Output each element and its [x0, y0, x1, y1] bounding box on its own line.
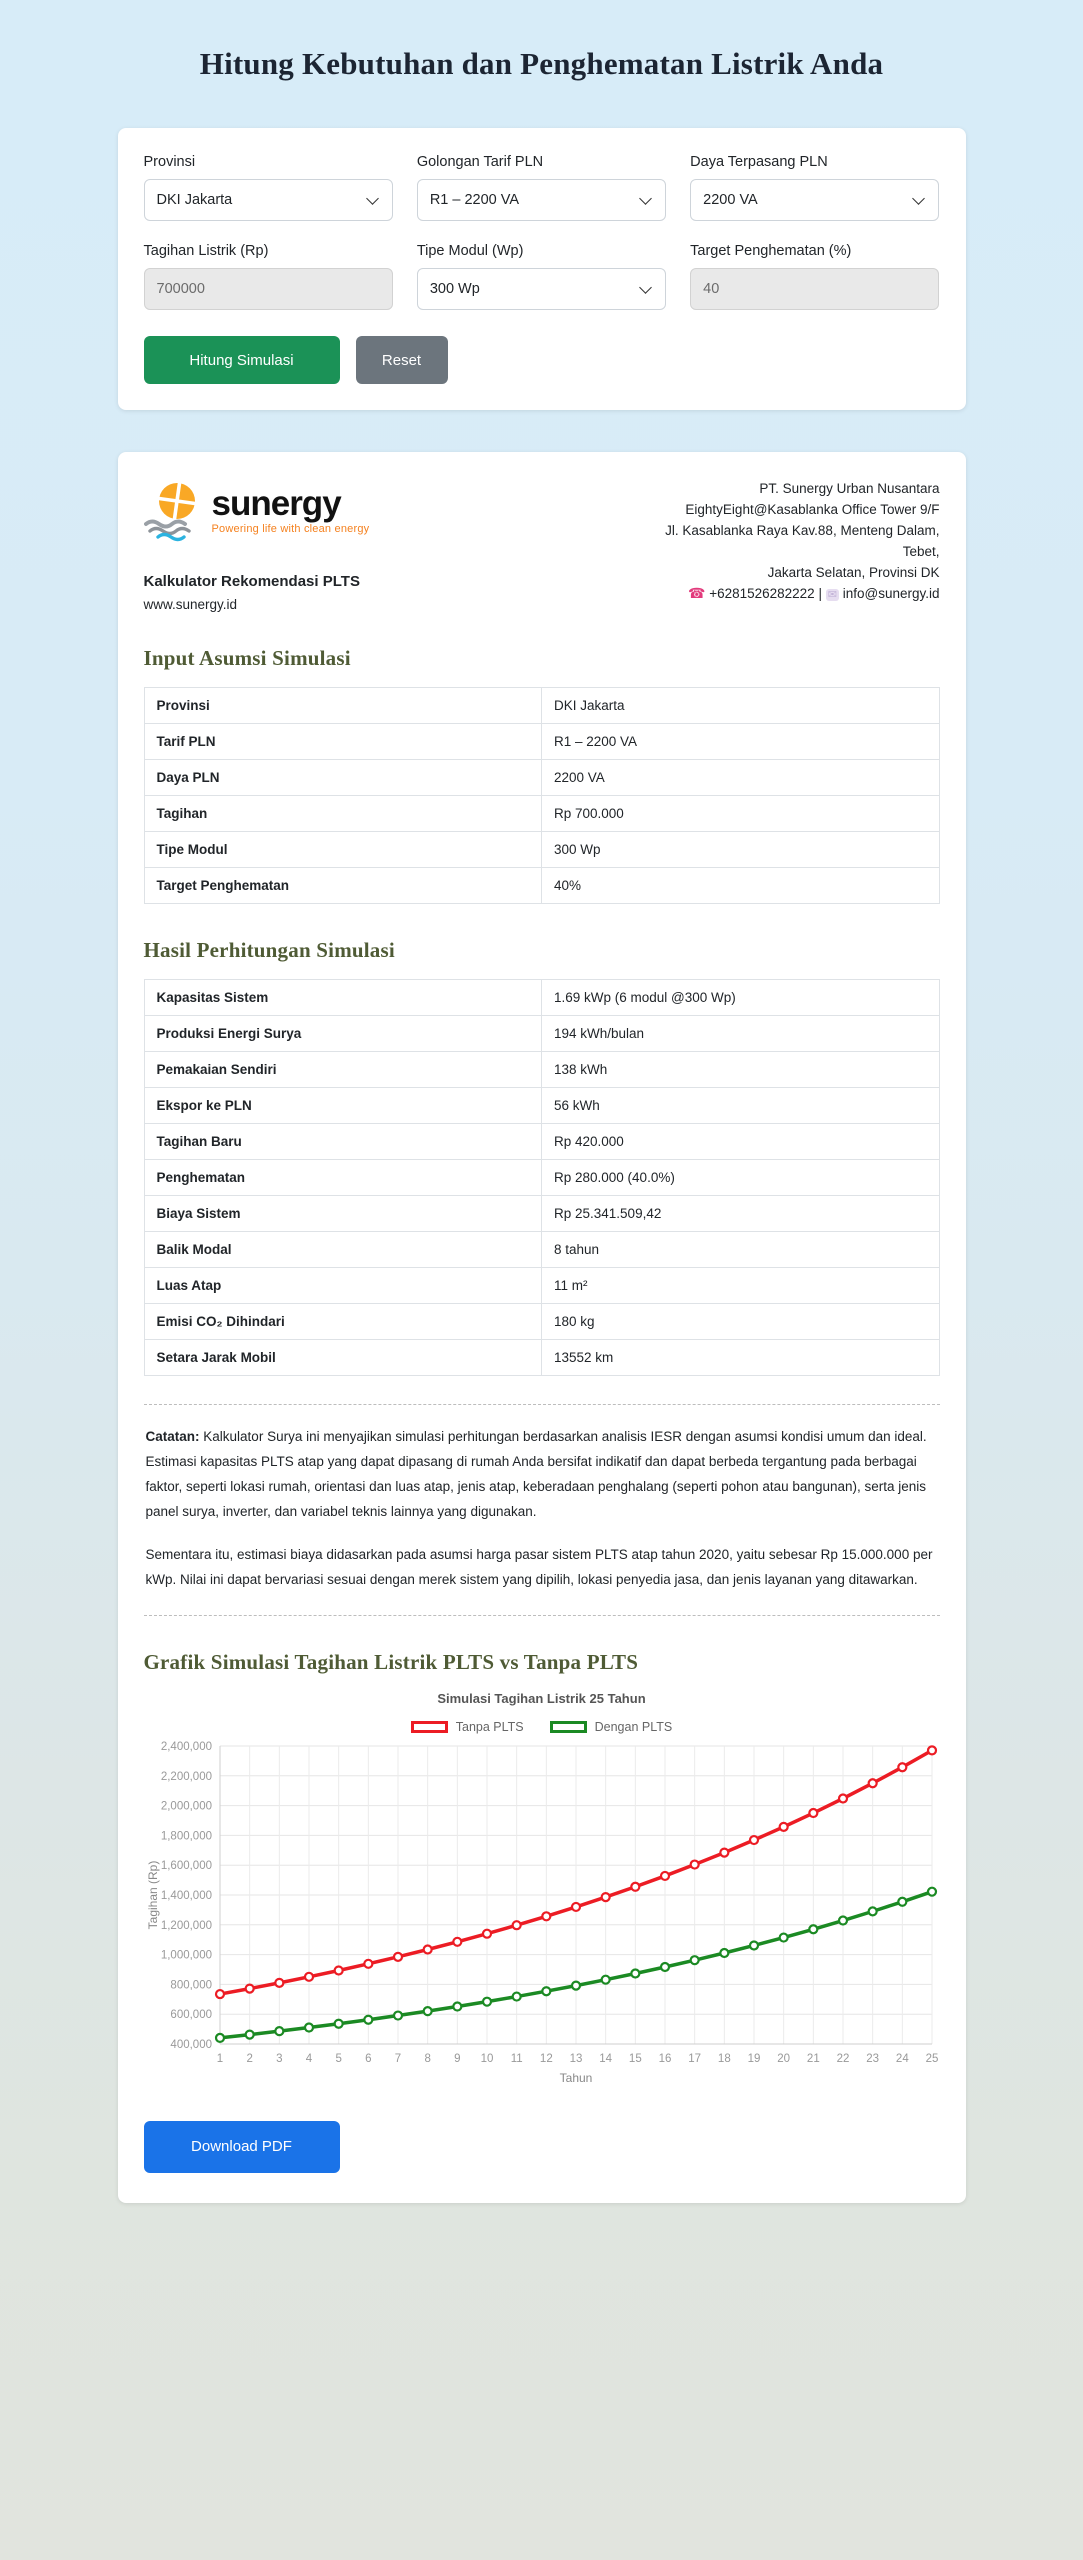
svg-text:5: 5: [334, 2052, 342, 2065]
svg-text:2,400,000: 2,400,000: [160, 1740, 212, 1753]
table-row: [144, 1052, 939, 1088]
svg-text:1,600,000: 1,600,000: [160, 1860, 212, 1873]
table-row: [144, 1016, 939, 1052]
table-row: [144, 1124, 939, 1160]
svg-text:1,200,000: 1,200,000: [160, 1919, 212, 1932]
row-value: R1 – 2200 VA: [542, 724, 940, 760]
simulation-form-card: [118, 128, 966, 410]
company-contact-line: [635, 583, 940, 606]
notes-paragraph-1: Kalkulator Surya ini menyajikan simulasi perhitungan berdasarkan analisis IESR dengan asumsi kondisi umum dan ideal. Estimasi kapasitas PLTS atap yang dapat dipasang di rumah Anda bersifat indikatif dan dapat berbeda tergantung pada berbagai faktor, seperti lokasi rumah, orientasi dan luas atap, jenis atap, keberadaan penghalang (seperti pohon atau bangunan), serta jenis panel surya, inverter, dan variabel teknis lainnya yang digunakan.: [145, 1429, 927, 1519]
tipe-modul-label: Tipe Modul (Wp): [416, 243, 524, 259]
legend-item[interactable]: [550, 1720, 673, 1734]
report-subtitle: Kalkulator Rekomendasi PLTS: [143, 573, 360, 590]
svg-text:14: 14: [598, 2052, 612, 2065]
row-value: 40%: [542, 868, 940, 904]
svg-text:22: 22: [836, 2052, 849, 2065]
sunergy-logo-icon: [144, 478, 206, 547]
svg-text:10: 10: [480, 2052, 493, 2065]
legend-swatch-icon: [411, 1721, 448, 1733]
svg-text:8: 8: [423, 2052, 431, 2065]
brand-block: [144, 478, 424, 612]
notes-block: [144, 1404, 940, 1616]
svg-text:400,000: 400,000: [169, 2038, 212, 2051]
hitung-simulasi-button[interactable]: Hitung Simulasi: [144, 336, 340, 384]
svg-text:Tagihan (Rp): Tagihan (Rp): [145, 1860, 160, 1930]
legend-item[interactable]: [411, 1720, 524, 1734]
svg-text:1,000,000: 1,000,000: [160, 1949, 212, 1962]
row-value: Rp 280.000 (40.0%): [542, 1160, 940, 1196]
table-row: [144, 796, 939, 832]
row-label: Balik Modal: [144, 1232, 542, 1268]
svg-text:Tahun: Tahun: [559, 2070, 592, 2085]
svg-text:3: 3: [275, 2052, 283, 2065]
svg-text:16: 16: [658, 2052, 671, 2065]
target-penghematan-input[interactable]: [690, 268, 939, 310]
row-value: DKI Jakarta: [542, 688, 940, 724]
chart-section-heading: Grafik Simulasi Tagihan Listrik PLTS vs Tanpa PLTS: [143, 1649, 639, 1674]
legend-label: Dengan PLTS: [594, 1719, 673, 1734]
table-row: [144, 1340, 939, 1376]
svg-text:17: 17: [687, 2052, 701, 2065]
input-assumptions-table: [144, 687, 940, 904]
field-target-penghematan: [690, 243, 939, 310]
input-section-heading: Input Asumsi Simulasi: [143, 646, 351, 670]
contact-separator: |: [818, 586, 822, 601]
table-row: [144, 1160, 939, 1196]
svg-text:23: 23: [865, 2052, 879, 2065]
row-value: 11 m²: [542, 1268, 940, 1304]
row-label: Setara Jarak Mobil: [144, 1340, 542, 1376]
field-tipe-modul: [417, 243, 666, 310]
svg-text:1,800,000: 1,800,000: [160, 1830, 212, 1843]
brand-tagline: Powering life with clean energy: [211, 523, 370, 535]
chart-canvas: [144, 1738, 940, 2090]
reset-button[interactable]: Reset: [356, 336, 448, 384]
calculation-results-table: [144, 979, 940, 1376]
row-label: Daya PLN: [144, 760, 542, 796]
row-value: 194 kWh/bulan: [542, 1016, 940, 1052]
target-penghematan-label: Target Penghematan (%): [690, 243, 852, 259]
chart-title: Simulasi Tagihan Listrik 25 Tahun: [437, 1690, 646, 1706]
table-row: [144, 980, 939, 1016]
legend-swatch-icon: [550, 1721, 587, 1733]
svg-text:11: 11: [510, 2052, 523, 2065]
field-daya-terpasang: [690, 154, 939, 221]
svg-text:6: 6: [364, 2052, 372, 2065]
row-label: Produksi Energi Surya: [144, 1016, 542, 1052]
row-value: 180 kg: [542, 1304, 940, 1340]
row-label: Provinsi: [144, 688, 542, 724]
company-email: info@sunergy.id: [842, 586, 940, 601]
company-phone: +6281526282222: [709, 586, 815, 601]
row-value: 300 Wp: [542, 832, 940, 868]
row-label: Kapasitas Sistem: [144, 980, 542, 1016]
row-label: Luas Atap: [144, 1268, 542, 1304]
golongan-tarif-select[interactable]: [417, 179, 666, 221]
svg-text:19: 19: [747, 2052, 760, 2065]
row-label: Emisi CO₂ Dihindari: [144, 1304, 542, 1340]
table-row: [144, 868, 939, 904]
row-label: Target Penghematan: [144, 868, 542, 904]
bill-simulation-chart: [144, 1691, 940, 2095]
row-value: 2200 VA: [542, 760, 940, 796]
table-row: [144, 724, 939, 760]
field-golongan-tarif: [417, 154, 666, 221]
row-label: Ekspor ke PLN: [144, 1088, 542, 1124]
svg-text:12: 12: [539, 2052, 553, 2065]
svg-text:2,000,000: 2,000,000: [160, 1800, 212, 1813]
tagihan-listrik-input[interactable]: [144, 268, 393, 310]
notes-paragraph-2: Sementara itu, estimasi biaya didasarkan pada asumsi harga pasar sistem PLTS atap tahun 2020, yaitu sebesar Rp 15.000.000 per kWp. Nilai ini dapat bervariasi sesuai dengan merek sistem yang dipilih, lokasi penyedia jasa, dan jenis layanan yang ditawarkan.: [145, 1546, 933, 1587]
phone-icon: ☎: [687, 585, 706, 601]
notes-label: Catatan:: [145, 1429, 200, 1444]
svg-text:20: 20: [776, 2052, 790, 2065]
row-value: Rp 420.000: [542, 1124, 940, 1160]
row-value: 56 kWh: [542, 1088, 940, 1124]
row-label: Biaya Sistem: [144, 1196, 542, 1232]
field-tagihan-listrik: [144, 243, 393, 310]
svg-text:4: 4: [305, 2052, 312, 2065]
row-value: 1.69 kWp (6 modul @300 Wp): [542, 980, 940, 1016]
simulation-report-card: [118, 452, 966, 2203]
page-container: [118, 0, 966, 2203]
svg-text:2,200,000: 2,200,000: [160, 1770, 212, 1783]
download-pdf-button[interactable]: Download PDF: [144, 2121, 340, 2173]
svg-text:7: 7: [394, 2052, 401, 2065]
mail-icon: ✉: [827, 589, 837, 601]
row-label: Tagihan: [144, 796, 542, 832]
table-row: [144, 1304, 939, 1340]
chart-legend: [144, 1720, 940, 1734]
row-value: 8 tahun: [542, 1232, 940, 1268]
result-section-heading: Hasil Perhitungan Simulasi: [143, 938, 395, 962]
svg-text:1,400,000: 1,400,000: [160, 1889, 212, 1902]
table-row: [144, 1088, 939, 1124]
svg-text:800,000: 800,000: [169, 1979, 212, 1992]
page-title: Hitung Kebutuhan dan Penghematan Listrik Anda: [199, 46, 884, 81]
row-value: Rp 700.000: [542, 796, 940, 832]
row-label: Penghematan: [144, 1160, 542, 1196]
row-value: 13552 km: [542, 1340, 940, 1376]
tagihan-listrik-label: Tagihan Listrik (Rp): [143, 243, 269, 259]
svg-text:9: 9: [453, 2052, 461, 2065]
company-address-line: Jl. Kasablanka Raya Kav.88, Menteng Dalam, Tebet,: [665, 523, 940, 559]
provinsi-select[interactable]: [144, 179, 393, 221]
svg-text:25: 25: [925, 2052, 938, 2065]
table-row: [144, 1268, 939, 1304]
svg-text:2: 2: [245, 2052, 253, 2065]
svg-text:18: 18: [717, 2052, 731, 2065]
svg-text:13: 13: [569, 2052, 582, 2065]
table-row: [144, 1196, 939, 1232]
svg-text:1: 1: [216, 2052, 223, 2065]
row-label: Tarif PLN: [144, 724, 542, 760]
row-value: 138 kWh: [542, 1052, 940, 1088]
table-row: [144, 760, 939, 796]
daya-terpasang-label: Daya Terpasang PLN: [690, 154, 828, 170]
row-label: Pemakaian Sendiri: [144, 1052, 542, 1088]
brand-name: sunergy: [211, 484, 341, 523]
report-header: [144, 478, 940, 612]
company-address-line: EightyEight@Kasablanka Office Tower 9/F: [685, 502, 940, 517]
svg-text:21: 21: [806, 2052, 820, 2065]
table-row: [144, 688, 939, 724]
tipe-modul-select[interactable]: [417, 268, 666, 310]
company-address-line: Jakarta Selatan, Provinsi DK: [767, 565, 940, 580]
provinsi-label: Provinsi: [143, 154, 196, 170]
svg-text:15: 15: [628, 2052, 642, 2065]
field-provinsi: [144, 154, 393, 221]
brand-website: www.sunergy.id: [143, 597, 238, 612]
row-label: Tagihan Baru: [144, 1124, 542, 1160]
golongan-tarif-label: Golongan Tarif PLN: [416, 154, 544, 170]
svg-text:600,000: 600,000: [169, 2009, 212, 2022]
table-row: [144, 832, 939, 868]
company-info: [635, 478, 940, 612]
table-row: [144, 1232, 939, 1268]
svg-text:24: 24: [895, 2052, 909, 2065]
daya-terpasang-select[interactable]: [690, 179, 939, 221]
row-label: Tipe Modul: [144, 832, 542, 868]
company-name: PT. Sunergy Urban Nusantara: [759, 481, 940, 496]
legend-label: Tanpa PLTS: [455, 1719, 524, 1734]
row-value: Rp 25.341.509,42: [542, 1196, 940, 1232]
